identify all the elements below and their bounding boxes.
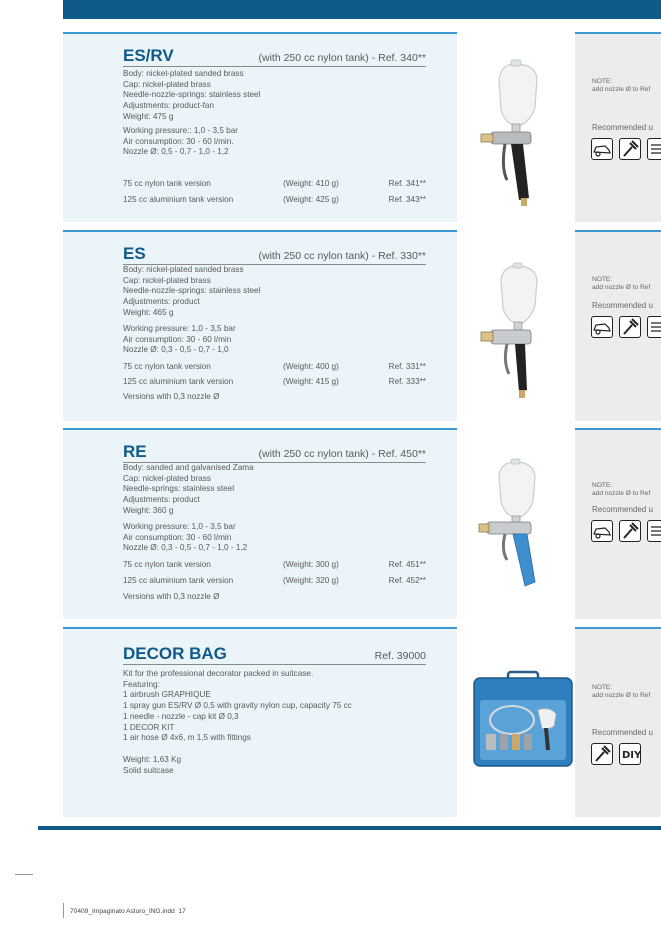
product-panel-es: [63, 230, 457, 421]
variant-label: 125 cc aluminium tank version: [123, 576, 234, 585]
usage-icons: [591, 743, 641, 765]
decor-line: Weight: 1,63 Kg: [123, 755, 182, 764]
spec-list: [123, 265, 260, 319]
decor-line: 1 needle - nozzle - cap kit Ø 0,3: [123, 711, 239, 721]
spec-line: Weight: 465 g: [123, 307, 174, 317]
variant-note: [123, 392, 426, 403]
variant-ref: Ref. 333**: [388, 377, 426, 386]
variant-ref: Ref. 451**: [388, 560, 426, 569]
footer-filename: [70, 908, 186, 915]
decor-weight: [123, 755, 181, 776]
decor-line: 1 air hose Ø 4x6, m 1,5 with fittings: [123, 733, 251, 743]
spec-line: Body: nickel-plated sanded brass: [123, 69, 244, 78]
variant-ref: Ref. 341**: [388, 179, 426, 188]
bottom-rule: [38, 826, 661, 830]
note-label: NOTE:: [592, 684, 613, 691]
variant-row: [123, 377, 426, 388]
spec-line: Body: nickel-plated sanded brass: [123, 265, 244, 274]
spec-line: Adjustments: product: [123, 297, 200, 307]
variant-weight: (Weight: 425 g): [283, 195, 339, 204]
product-title-row: [123, 440, 426, 463]
variant-weight: (Weight: 410 g): [283, 179, 339, 188]
spray-gun-es-image: [477, 262, 557, 404]
recommended-label: Recommended u: [592, 301, 653, 310]
note-text: add nozzle Ø to Ref: [592, 489, 651, 497]
spec-line: Weight: 360 g: [123, 505, 174, 515]
top-bar: [63, 0, 661, 19]
product-name: ES: [123, 244, 146, 263]
product-title-row: [123, 44, 426, 67]
note-text: add nozzle Ø to Ref: [592, 283, 651, 291]
note-text: add nozzle Ø to Ref: [592, 85, 651, 93]
side-panel-re: [575, 428, 661, 619]
variant-weight: (Weight: 400 g): [283, 362, 339, 371]
decor-line: Solid suitcase: [123, 765, 174, 775]
product-title-row: [123, 642, 426, 665]
variant-weight: (Weight: 300 g): [283, 560, 339, 569]
spec-list: [123, 69, 260, 123]
spec-line: Needle-springs: stainless steel: [123, 484, 235, 494]
spray-gun-es-rv-image: [477, 58, 557, 208]
usage-icons: [591, 520, 661, 542]
spec-line: Working pressure: 1,0 - 3,5 bar: [123, 522, 236, 531]
side-panel-decor-bag: [575, 627, 661, 817]
variant-row: [123, 576, 426, 587]
product-name: RE: [123, 442, 147, 461]
spec-list-2: [123, 522, 247, 554]
wall-icon: [647, 316, 661, 338]
side-panel-es: [575, 230, 661, 421]
spray-gun-re-image: [477, 458, 557, 590]
decor-description: [123, 669, 352, 744]
spec-line: Nozzle Ø: 0,5 - 0,7 - 1,0 - 1,2: [123, 147, 229, 157]
decor-line: 1 spray gun ES/RV Ø 0,5 with gravity nylon cup, capacity 75 cc: [123, 701, 352, 711]
spec-line: Working pressure: 1,0 - 3,5 bar: [123, 324, 236, 333]
variant-label: 125 cc aluminium tank version: [123, 377, 234, 386]
product-name: DECOR BAG: [123, 644, 227, 663]
variant-row: [123, 195, 426, 206]
spec-list: [123, 463, 254, 517]
decor-line: 1 airbrush GRAPHIQUE: [123, 690, 211, 700]
note-text: add nozzle Ø to Ref: [592, 691, 651, 699]
spray-gun-icon: [619, 138, 641, 160]
spec-line: Weight: 475 g: [123, 111, 174, 121]
spec-list-2: [123, 126, 238, 158]
product-ref: (with 250 cc nylon tank) - Ref. 330**: [258, 250, 426, 262]
spec-line: Air consumption: 30 - 60 l/min: [123, 532, 232, 542]
spray-gun-icon: [619, 520, 641, 542]
wall-icon: [647, 520, 661, 542]
spec-line: Cap: nickel-plated brass: [123, 473, 211, 483]
decor-line: Featuring:: [123, 679, 160, 689]
product-panel-re: [63, 428, 457, 619]
variant-ref: Ref. 331**: [388, 362, 426, 371]
car-icon: [591, 138, 613, 160]
spec-line: Nozzle Ø: 0,3 - 0,5 - 0,7 - 1,0: [123, 345, 229, 355]
usage-icons: [591, 138, 661, 160]
variant-weight: (Weight: 320 g): [283, 576, 339, 585]
product-ref: (with 250 cc nylon tank) - Ref. 450**: [258, 448, 426, 460]
diy-label: DIY: [622, 750, 640, 761]
car-icon: [591, 520, 613, 542]
car-icon: [591, 316, 613, 338]
decor-line: 1 DECOR KIT: [123, 722, 175, 732]
variant-weight: (Weight: 415 g): [283, 377, 339, 386]
spec-line: Cap: nickel-plated brass: [123, 79, 211, 89]
variant-row: [123, 179, 426, 190]
note-label: NOTE:: [592, 482, 613, 489]
diy-icon: [619, 743, 641, 765]
note-label: NOTE:: [592, 276, 613, 283]
spec-line: Needle-nozzle-springs: stainless steel: [123, 286, 261, 296]
product-panel-decor-bag: [63, 627, 457, 817]
variant-row: [123, 560, 426, 571]
side-note: [592, 482, 650, 497]
spray-gun-icon: [591, 743, 613, 765]
spec-line: Air consumption: 30 - 60 l/min.: [123, 136, 234, 146]
product-panel-es-rv: [63, 32, 457, 222]
variant-row: [123, 362, 426, 373]
product-ref: (with 250 cc nylon tank) - Ref. 340**: [258, 52, 426, 64]
side-note: [592, 78, 650, 93]
decor-line: Kit for the professional decorator packed in suitcase.: [123, 669, 314, 678]
spec-line: Body: sanded and galvanised Zama: [123, 463, 254, 472]
variant-label: 75 cc nylon tank version: [123, 179, 211, 188]
variant-extra: Versions with 0,3 nozzle Ø: [123, 392, 220, 401]
decor-bag-suitcase-image: [472, 670, 574, 770]
recommended-label: Recommended u: [592, 505, 653, 514]
variant-note: [123, 592, 426, 603]
spec-line: Cap: nickel-plated brass: [123, 275, 211, 285]
footer-file: 70409_Impaginato Asturo_ING.indd: [70, 908, 175, 915]
side-note: [592, 684, 650, 699]
recommended-label: Recommended u: [592, 123, 653, 132]
side-note: [592, 276, 650, 291]
variant-ref: Ref. 343**: [388, 195, 426, 204]
note-label: NOTE:: [592, 78, 613, 85]
product-title-row: [123, 242, 426, 265]
spec-list-2: [123, 324, 236, 356]
product-name: ES/RV: [123, 46, 174, 65]
spec-line: Needle-nozzle-springs: stainless steel: [123, 90, 261, 100]
spec-line: Nozzle Ø: 0,3 - 0,5 - 0,7 - 1,0 - 1,2: [123, 543, 248, 553]
crop-mark: [15, 874, 33, 875]
recommended-label: Recommended u: [592, 728, 653, 737]
spec-line: Air consumption: 30 - 60 l/min: [123, 334, 232, 344]
side-panel-es-rv: [575, 32, 661, 222]
spec-line: Working pressure:: 1,0 - 3,5 bar: [123, 126, 238, 135]
spray-gun-icon: [619, 316, 641, 338]
wall-icon: [647, 138, 661, 160]
spec-line: Adjustments: product-fan: [123, 101, 215, 111]
spec-line: Adjustments: product: [123, 495, 200, 505]
variant-ref: Ref. 452**: [388, 576, 426, 585]
product-ref: Ref. 39000: [374, 650, 426, 662]
footer-page: 17: [178, 908, 186, 915]
crop-mark-vertical: [63, 903, 64, 918]
usage-icons: [591, 316, 661, 338]
variant-extra: Versions with 0,3 nozzle Ø: [123, 592, 220, 601]
variant-label: 75 cc nylon tank version: [123, 362, 211, 371]
variant-label: 75 cc nylon tank version: [123, 560, 211, 569]
variant-label: 125 cc aluminium tank version: [123, 195, 234, 204]
